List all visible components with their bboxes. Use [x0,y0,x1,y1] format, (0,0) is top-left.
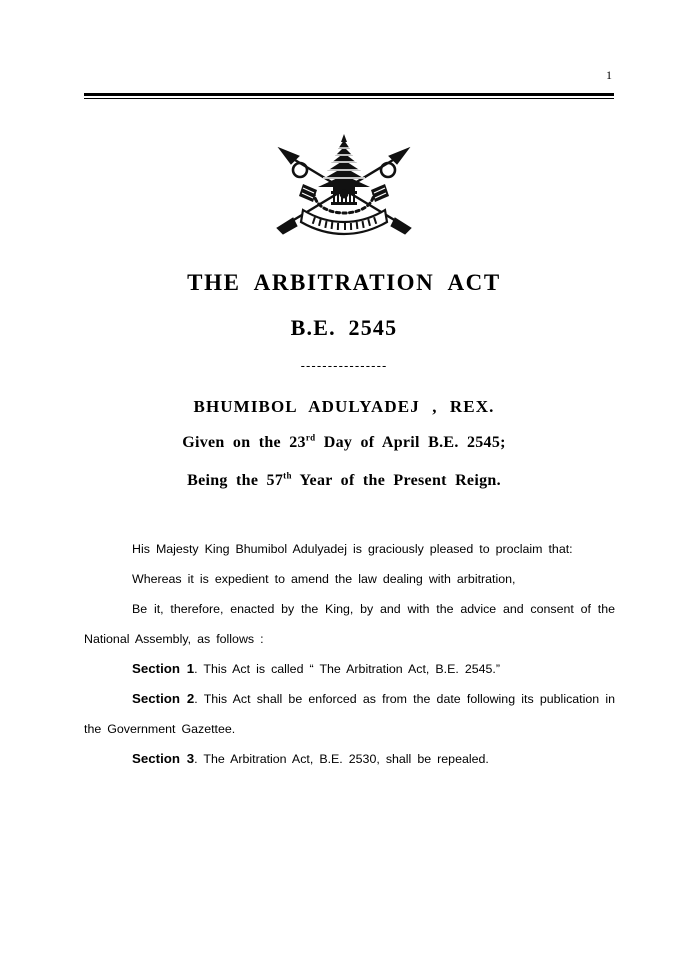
section-2-text: . This Act shall be enforced as from the date following its publication in the Government Gazettee. [84,692,615,736]
section-3 [84,744,615,774]
document-title: THE ARBITRATION ACT [187,270,501,295]
reign-year-line [0,472,688,490]
emblem-container [0,132,688,245]
header-rule-thin [84,98,614,99]
paragraph-proclaim: His Majesty King Bhumibol Adulyadej is graciously pleased to proclaim that: [132,542,573,556]
given-date-ordinal: rd [305,432,316,443]
given-date-after: Day of April B.E. 2545; [315,434,506,451]
page-header [84,68,614,99]
title-separator: ---------------- [300,358,388,373]
reign-year-after: Year of the Present Reign. [291,472,501,489]
section-2-label: Section 2 [132,691,195,706]
section-1-text: . This Act is called “ The Arbitration Act, B.E. 2545.” [194,662,500,676]
paragraph-whereas: Whereas it is expedient to amend the law dealing with arbitration, [132,572,516,586]
given-date-line [0,434,688,452]
thai-royal-emblem-icon [269,132,419,240]
reign-year-before: Being the 57 [187,472,284,489]
section-1-label: Section 1 [132,661,195,676]
section-1 [84,654,615,684]
section-3-label: Section 3 [132,751,195,766]
page-number: 1 [606,68,612,82]
section-2 [84,684,615,744]
reign-year-ordinal: th [283,470,292,481]
document-body [84,534,615,774]
given-date-before: Given on the 23 [182,434,306,451]
document-title-year: B.E. 2545 [290,315,398,340]
royal-signature-name: BHUMIBOL ADULYADEJ , REX. [193,397,495,416]
section-3-text: . The Arbitration Act, B.E. 2530, shall be repealed. [194,752,489,766]
paragraph-enacted: Be it, therefore, enacted by the King, by and with the advice and consent of the National Assembly, as follows : [84,602,615,646]
header-rule-thick [84,93,614,96]
